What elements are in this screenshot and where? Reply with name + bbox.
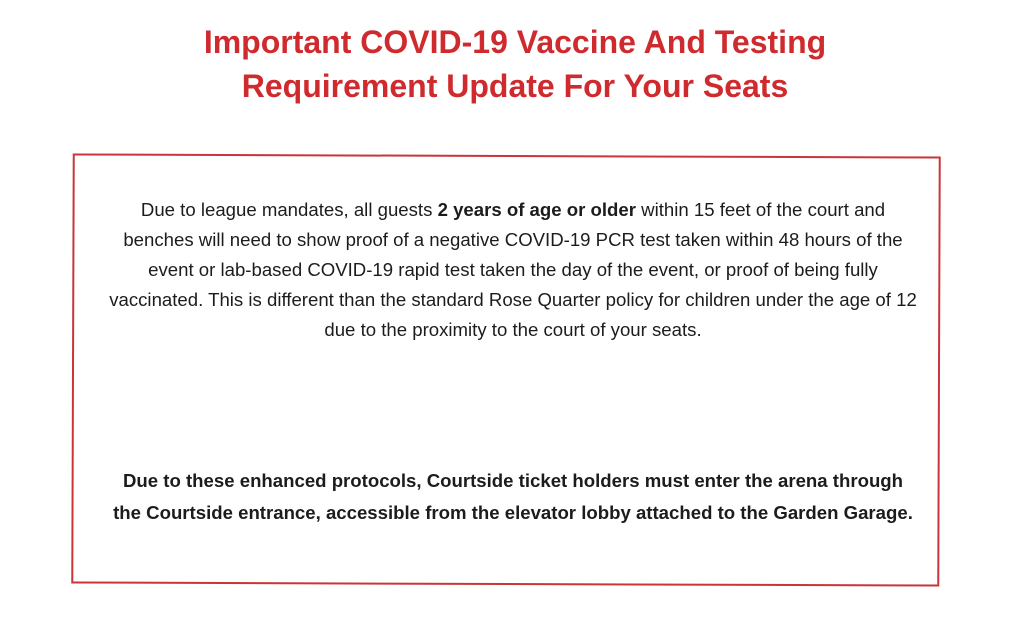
mandate-paragraph <box>108 195 918 345</box>
page-title-line-1: Important COVID-19 Vaccine And Testing <box>203 24 827 60</box>
entrance-paragraph: Due to these enhanced protocols, Courtside ticket holders must enter the arena through the Courtside entrance, accessible from the elevator lobby attached to the Garden Garage. <box>113 470 913 523</box>
mandate-text-end: within 15 feet of the court and benches will need to show proof of a negative COVID-19 PCR test taken within 48 hours of the event or lab-based COVID-19 rapid test taken the day of the event, or proof of being fully vaccinated. This is different than the standard Rose Quarter policy for children under the age of 12 due to the proximity to the court of your seats. <box>109 199 917 340</box>
age-requirement-emphasis: 2 years of age or older <box>437 199 636 220</box>
mandate-text-start: Due to league mandates, all guests <box>140 199 438 220</box>
page-title-line-2: Requirement Update For Your Seats <box>241 68 789 104</box>
page-title <box>120 20 910 108</box>
